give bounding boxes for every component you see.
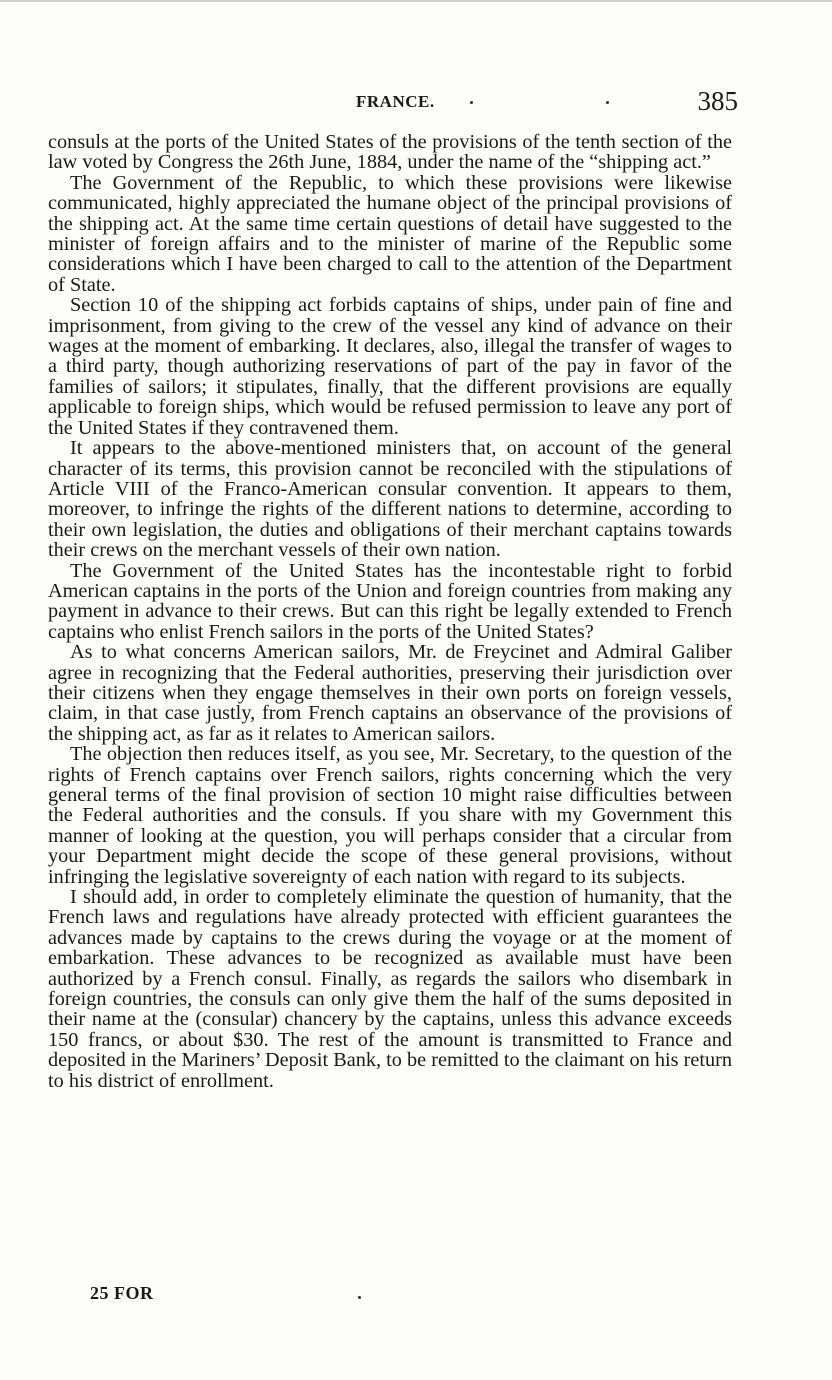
top-edge-rule: [0, 0, 832, 2]
running-head: FRANCE.: [356, 92, 435, 111]
paragraph-continued: consuls at the ports of the United States of the provisions of the tenth section of the law voted by Congress the 26th June, 1884, under the name of the “shipping act.”: [48, 131, 732, 174]
print-speck: [470, 101, 473, 104]
page-number: 385: [697, 86, 738, 116]
print-speck: [606, 101, 609, 104]
paragraph-section-10: Section 10 of the shipping act forbids captains of ships, under pain of fine and imprisonment, from giving to the crew of the vessel any kind of advance on their wages at the moment of embarking. It declares, also, illegal the transfer of wages to a third party, though authorizing reservations of part of the pay in favor of the families of sailors; it stipulates, finally, that the different provisions are equally applicable to foreign ships, which would be refused permission to leave any port of the United States if they contravened them.: [48, 294, 732, 439]
body-text: [48, 132, 732, 1091]
print-speck: [358, 1296, 361, 1299]
paragraph-government-response: The Government of the Republic, to which these provisions were likewise communicated, highly appreciated the humane object of the principal provisions of the shipping act. At the same time certain questions of detail have suggested to the minister of foreign affairs and to the minister of marine of the Republic some considerations which I have been charged to call to the attention of the Department of State.: [48, 171, 732, 296]
paragraph-objection: The objection then reduces itself, as you see, Mr. Secretary, to the question of the rights of French captains over French sailors, rights concerning which the very general terms of the final provision of section 10 might raise difficulties between the Federal authorities and the consuls. If you share with my Government this manner of looking at the question, you will perhaps consider that a circular from your Department might decide the scope of these general provisions, without infringing the legislative sovereignty of each nation with regard to its subjects.: [48, 743, 732, 888]
paragraph-french-laws: I should add, in order to completely eliminate the question of humanity, that the French laws and regulations have already protected with efficient guarantees the advances made by captains to the crews during the voyage or at the moment of embarkation. These advances to be recognized as available must have been authorized by a French consul. Finally, as regards the sailors who disembark in foreign countries, the consuls can only give them the half of the sums deposited in their name at the (consular) chancery by the captains, unless this advance exceeds 150 francs, or about $30. The rest of the amount is transmitted to France and deposited in the Mariners’ Deposit Bank, to be remitted to the claimant on his return to his district of enrollment.: [48, 886, 732, 1092]
paragraph-ministers-view: It appears to the above-mentioned ministers that, on account of the general character of its terms, this provision cannot be reconciled with the stipulations of Article VIII of the Franco-American consular convention. It appears to them, moreover, to infringe the rights of the different nations to determine, according to their own legislation, the duties and obligations of their merchant captains towards their crews on the merchant vessels of their own nation.: [48, 437, 732, 562]
paragraph-american-sailors: As to what concerns American sailors, Mr. de Freycinet and Admiral Galiber agree in recognizing that the Federal authorities, preserving their jurisdiction over their citizens when they engage themselves in their own ports on foreign vessels, claim, in that case justly, from French captains an observance of the provisions of the shipping act, as far as it relates to American sailors.: [48, 641, 732, 745]
paragraph-us-rights: The Government of the United States has the incontestable right to forbid American captains in the ports of the Union and foreign countries from making any payment in advance to their crews. But can this right be legally extended to French captains who enlist French sailors in the ports of the United States?: [48, 559, 732, 643]
signature-mark: 25 FOR: [90, 1283, 154, 1303]
page-header: [48, 88, 738, 122]
